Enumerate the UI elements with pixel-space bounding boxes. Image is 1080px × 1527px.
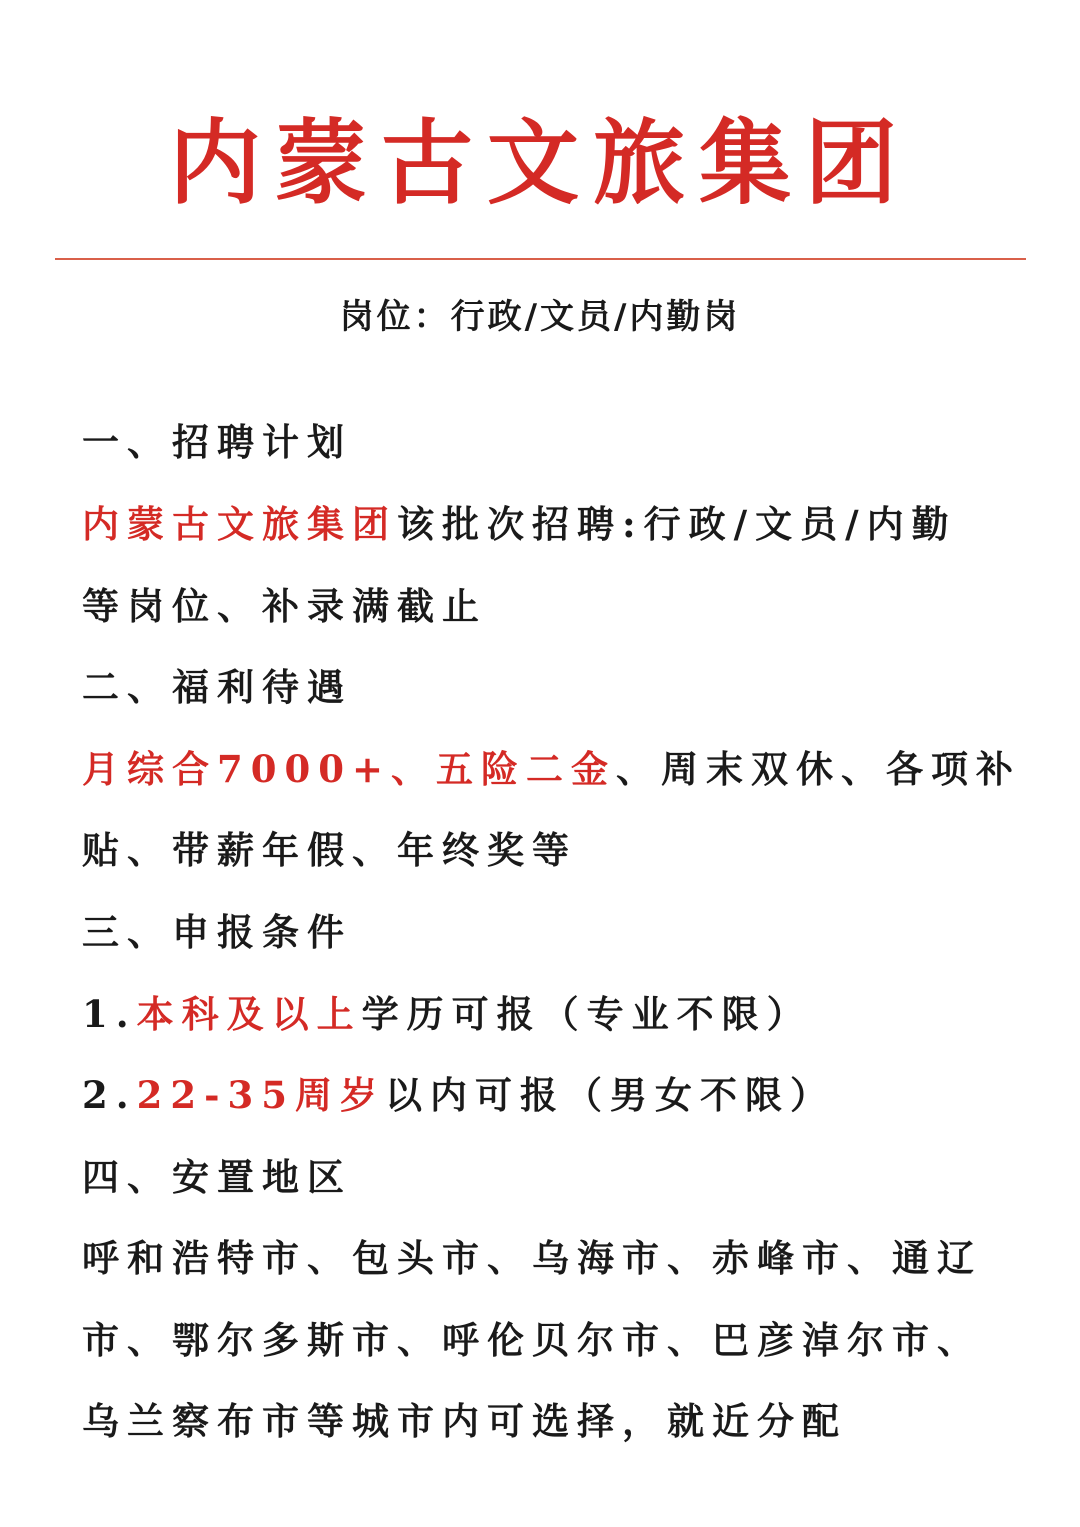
benefits-line-2: 贴、带薪年假、年终奖等	[82, 828, 577, 872]
education-highlight: 本科及以上	[136, 992, 362, 1036]
benefits-line-1	[82, 743, 1021, 795]
section-heading-locations: 四、安置地区	[82, 1155, 352, 1199]
plan-line-1-text: 该批次招聘:行政/文员/内勤	[397, 502, 957, 546]
requirement-item-2-number: 2.	[82, 1073, 137, 1117]
company-name-highlight: 内蒙古文旅集团	[82, 502, 397, 546]
locations-line-1: 呼和浩特市、包头市、乌海市、赤峰市、通辽	[82, 1236, 982, 1280]
requirement-item-2-text: 以内可报（男女不限）	[384, 1073, 835, 1117]
plan-line-1	[82, 498, 1012, 550]
title-divider	[55, 258, 1026, 260]
requirement-item-1-number: 1.	[82, 992, 137, 1036]
age-highlight: 22-35周岁	[136, 1073, 385, 1117]
position-line: 岗位：行政/文员/内勤岗	[339, 297, 741, 337]
benefits-line-1-text: 、周末双休、各项补	[615, 747, 1021, 791]
section-heading-requirements: 三、申报条件	[82, 910, 352, 954]
section-heading-benefits: 二、福利待遇	[82, 665, 352, 709]
locations-line-3: 乌兰察布市等城市内可选择，就近分配	[82, 1399, 847, 1443]
salary-highlight: 月综合7000+、五险二金	[82, 747, 616, 791]
requirement-item-1-text: 学历可报（专业不限）	[361, 992, 812, 1036]
plan-line-2: 等岗位、补录满截止	[82, 584, 487, 628]
locations-line-2: 市、鄂尔多斯市、呼伦贝尔市、巴彦淖尔市、	[82, 1318, 982, 1362]
section-heading-plan: 一、招聘计划	[82, 420, 352, 464]
requirement-item-2	[82, 1069, 1012, 1121]
requirement-item-1	[82, 988, 1012, 1040]
page-title: 内蒙古文旅集团	[168, 109, 911, 217]
